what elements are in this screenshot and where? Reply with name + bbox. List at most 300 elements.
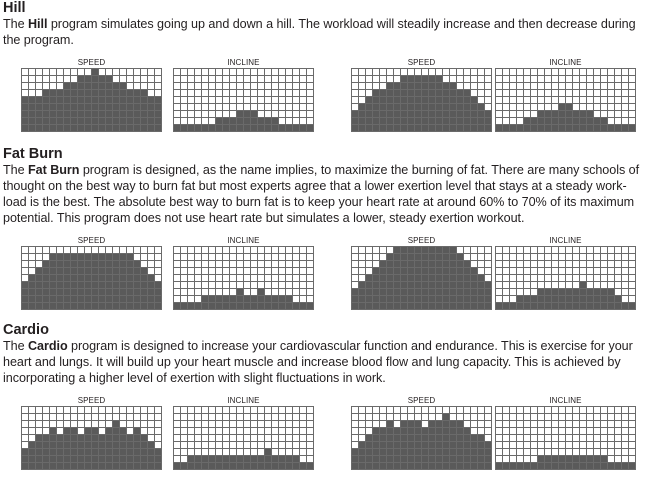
profile-bar-cell xyxy=(401,275,408,282)
grid-cell xyxy=(352,76,359,83)
profile-bar-cell xyxy=(380,463,387,470)
profile-bar-cell xyxy=(181,463,188,470)
profile-bar-cell xyxy=(608,296,615,303)
grid-cell xyxy=(188,442,195,449)
grid-cell xyxy=(394,414,401,421)
profile-bar-cell xyxy=(401,104,408,111)
grid-cell xyxy=(113,247,120,254)
profile-bar-cell xyxy=(538,456,545,463)
profile-bar-cell xyxy=(436,125,443,132)
profile-bar-cell xyxy=(408,449,415,456)
grid-cell xyxy=(92,247,99,254)
profile-bar-cell xyxy=(141,463,148,470)
profile-bar-cell xyxy=(127,449,134,456)
profile-bar-cell xyxy=(464,435,471,442)
profile-bar-cell xyxy=(464,90,471,97)
grid-cell xyxy=(209,428,216,435)
grid-cell xyxy=(601,97,608,104)
grid-cell xyxy=(307,296,314,303)
grid-cell xyxy=(141,407,148,414)
desc-line: incorporating a higher level of exertion with slight fluctuations in work. xyxy=(3,371,386,385)
grid-cell xyxy=(552,268,559,275)
profile-bar-cell xyxy=(559,303,566,310)
grid-cell xyxy=(629,90,636,97)
profile-bar-cell xyxy=(478,104,485,111)
profile-bar-cell xyxy=(496,303,503,310)
grid-cell xyxy=(552,254,559,261)
grid-cell xyxy=(359,97,366,104)
grid-cell xyxy=(174,254,181,261)
grid-cell xyxy=(517,90,524,97)
profile-bar-cell xyxy=(464,125,471,132)
profile-bar-cell xyxy=(307,463,314,470)
profile-bar-cell xyxy=(36,449,43,456)
grid-cell xyxy=(258,104,265,111)
desc-line: the program. xyxy=(3,33,74,47)
grid-cell xyxy=(615,428,622,435)
grid-cell xyxy=(608,247,615,254)
grid-cell xyxy=(106,421,113,428)
grid-cell xyxy=(195,275,202,282)
grid-cell xyxy=(545,407,552,414)
grid-cell xyxy=(496,275,503,282)
profile-bar-cell xyxy=(134,268,141,275)
profile-bar-cell xyxy=(78,435,85,442)
grid-cell xyxy=(209,449,216,456)
grid-cell xyxy=(244,97,251,104)
profile-bar-cell xyxy=(408,125,415,132)
profile-bar-cell xyxy=(373,435,380,442)
grid-cell xyxy=(43,407,50,414)
profile-bar-cell xyxy=(92,254,99,261)
profile-bar-cell xyxy=(394,268,401,275)
grid-cell xyxy=(43,247,50,254)
profile-bar-cell xyxy=(457,463,464,470)
grid-cell xyxy=(622,407,629,414)
profile-bar-cell xyxy=(113,282,120,289)
profile-bar-cell xyxy=(415,289,422,296)
grid-cell xyxy=(559,407,566,414)
profile-bar-cell xyxy=(394,289,401,296)
grid-cell xyxy=(366,83,373,90)
profile-bar-cell xyxy=(99,254,106,261)
grid-cell xyxy=(272,435,279,442)
grid-cell xyxy=(251,261,258,268)
grid-cell xyxy=(174,289,181,296)
profile-bar-cell xyxy=(587,303,594,310)
grid-cell xyxy=(155,421,162,428)
profile-bar-cell xyxy=(29,97,36,104)
grid-cell xyxy=(43,76,50,83)
profile-bar-cell xyxy=(401,268,408,275)
profile-bar-cell xyxy=(71,90,78,97)
grid-cell xyxy=(601,104,608,111)
grid-cell xyxy=(552,104,559,111)
profile-bar-cell xyxy=(552,289,559,296)
profile-bar-cell xyxy=(429,296,436,303)
grid-cell xyxy=(496,261,503,268)
section-title: Hill xyxy=(3,0,26,16)
grid-cell xyxy=(50,421,57,428)
grid-cell xyxy=(29,69,36,76)
grid-cell xyxy=(300,435,307,442)
grid-cell xyxy=(608,449,615,456)
grid-cell xyxy=(531,97,538,104)
profile-bar-cell xyxy=(457,118,464,125)
profile-bar-cell xyxy=(415,90,422,97)
grid-cell xyxy=(188,282,195,289)
profile-bar-cell xyxy=(223,118,230,125)
profile-bar-cell xyxy=(141,125,148,132)
profile-bar-cell xyxy=(155,282,162,289)
profile-bar-cell xyxy=(29,303,36,310)
profile-bar-cell xyxy=(120,268,127,275)
profile-bar-cell xyxy=(615,463,622,470)
grid-cell xyxy=(181,261,188,268)
grid-cell xyxy=(188,296,195,303)
grid-cell xyxy=(300,428,307,435)
grid-cell xyxy=(230,111,237,118)
profile-bar-cell xyxy=(106,90,113,97)
profile-bar-cell xyxy=(85,268,92,275)
grid-cell xyxy=(510,254,517,261)
grid-cell xyxy=(181,282,188,289)
grid-cell xyxy=(503,90,510,97)
grid-cell xyxy=(615,449,622,456)
profile-bar-cell xyxy=(471,118,478,125)
profile-bar-cell xyxy=(148,296,155,303)
profile-bar-cell xyxy=(359,303,366,310)
grid-cell xyxy=(307,414,314,421)
grid-cell xyxy=(181,289,188,296)
grid-cell xyxy=(517,247,524,254)
grid-cell xyxy=(216,289,223,296)
grid-cell xyxy=(29,268,36,275)
profile-bar-cell xyxy=(134,104,141,111)
profile-bar-cell xyxy=(629,463,636,470)
profile-bar-cell xyxy=(134,125,141,132)
profile-bar-cell xyxy=(573,125,580,132)
grid-cell xyxy=(566,282,573,289)
grid-cell xyxy=(155,442,162,449)
grid-cell xyxy=(496,289,503,296)
profile-bar-cell xyxy=(230,456,237,463)
grid-cell xyxy=(559,268,566,275)
grid-cell xyxy=(580,76,587,83)
grid-cell xyxy=(471,428,478,435)
profile-bar-cell xyxy=(106,289,113,296)
grid-cell xyxy=(265,254,272,261)
profile-bar-cell xyxy=(457,104,464,111)
grid-cell xyxy=(127,247,134,254)
grid-cell xyxy=(450,76,457,83)
profile-bar-cell xyxy=(181,303,188,310)
grid-cell xyxy=(113,407,120,414)
grid-cell xyxy=(566,83,573,90)
profile-bar-cell xyxy=(594,463,601,470)
profile-bar-cell xyxy=(415,111,422,118)
profile-bar-cell xyxy=(141,289,148,296)
grid-cell xyxy=(496,118,503,125)
profile-bar-cell xyxy=(134,303,141,310)
profile-bar-cell xyxy=(57,125,64,132)
grid-cell xyxy=(394,421,401,428)
grid-cell xyxy=(359,261,366,268)
grid-cell xyxy=(293,442,300,449)
profile-bar-cell xyxy=(155,449,162,456)
grid-cell xyxy=(573,83,580,90)
profile-bar-cell xyxy=(394,118,401,125)
grid-cell xyxy=(230,76,237,83)
profile-bar-cell xyxy=(78,268,85,275)
grid-cell xyxy=(629,268,636,275)
grid-cell xyxy=(134,254,141,261)
profile-bar-cell xyxy=(587,111,594,118)
profile-bar-cell xyxy=(251,296,258,303)
profile-bar-cell xyxy=(141,296,148,303)
grid-cell xyxy=(587,428,594,435)
grid-cell xyxy=(587,83,594,90)
grid-cell xyxy=(127,414,134,421)
grid-cell xyxy=(538,421,545,428)
profile-bar-cell xyxy=(359,282,366,289)
profile-bar-cell xyxy=(279,125,286,132)
grid-cell xyxy=(531,282,538,289)
grid-cell xyxy=(155,414,162,421)
profile-bar-cell xyxy=(286,463,293,470)
grid-cell xyxy=(517,456,524,463)
profile-bar-cell xyxy=(436,90,443,97)
grid-cell xyxy=(265,289,272,296)
profile-bar-cell xyxy=(188,456,195,463)
grid-cell xyxy=(174,282,181,289)
grid-cell xyxy=(478,83,485,90)
profile-bar-cell xyxy=(148,282,155,289)
profile-bar-cell xyxy=(113,90,120,97)
profile-bar-cell xyxy=(57,435,64,442)
grid-cell xyxy=(188,428,195,435)
grid-cell xyxy=(293,296,300,303)
profile-bar-cell xyxy=(552,463,559,470)
grid-cell xyxy=(265,69,272,76)
profile-bar-cell xyxy=(608,303,615,310)
profile-bar-cell xyxy=(265,303,272,310)
profile-bar-cell xyxy=(429,449,436,456)
profile-bar-cell xyxy=(559,296,566,303)
grid-cell xyxy=(188,111,195,118)
grid-cell xyxy=(258,275,265,282)
grid-cell xyxy=(188,261,195,268)
profile-bar-cell xyxy=(510,125,517,132)
grid-cell xyxy=(580,407,587,414)
grid-cell xyxy=(629,282,636,289)
grid-cell xyxy=(127,407,134,414)
profile-bar-cell xyxy=(36,268,43,275)
profile-bar-cell xyxy=(293,303,300,310)
profile-bar-cell xyxy=(415,268,422,275)
profile-bar-cell xyxy=(155,456,162,463)
grid-cell xyxy=(202,442,209,449)
profile-bar-cell xyxy=(279,296,286,303)
grid-cell xyxy=(615,97,622,104)
profile-bar-cell xyxy=(148,125,155,132)
grid-cell xyxy=(113,69,120,76)
grid-cell xyxy=(22,407,29,414)
profile-bar-cell xyxy=(92,111,99,118)
profile-bar-cell xyxy=(580,111,587,118)
grid-cell xyxy=(622,289,629,296)
profile-bar-cell xyxy=(78,275,85,282)
profile-bar-cell xyxy=(120,442,127,449)
grid-cell xyxy=(195,282,202,289)
grid-cell xyxy=(552,414,559,421)
profile-bar-cell xyxy=(43,97,50,104)
profile-bar-cell xyxy=(524,118,531,125)
grid-cell xyxy=(36,421,43,428)
grid-cell xyxy=(471,261,478,268)
profile-bar-cell xyxy=(120,104,127,111)
profile-bar-cell xyxy=(85,97,92,104)
profile-bar-cell xyxy=(436,296,443,303)
grid-cell xyxy=(601,407,608,414)
profile-bar-cell xyxy=(464,282,471,289)
grid-cell xyxy=(531,83,538,90)
grid-cell xyxy=(408,414,415,421)
profile-grid xyxy=(21,68,162,132)
grid-cell xyxy=(359,69,366,76)
grid-cell xyxy=(450,407,457,414)
profile-bar-cell xyxy=(155,97,162,104)
profile-bar-cell xyxy=(359,442,366,449)
profile-bar-cell xyxy=(36,303,43,310)
chart-hill-incline-1 xyxy=(173,58,314,124)
profile-bar-cell xyxy=(78,125,85,132)
grid-cell xyxy=(300,118,307,125)
profile-bar-cell xyxy=(401,428,408,435)
grid-cell xyxy=(615,104,622,111)
grid-cell xyxy=(601,83,608,90)
grid-cell xyxy=(279,435,286,442)
grid-cell xyxy=(559,442,566,449)
grid-cell xyxy=(524,414,531,421)
profile-bar-cell xyxy=(387,435,394,442)
grid-cell xyxy=(258,69,265,76)
profile-bar-cell xyxy=(92,296,99,303)
grid-cell xyxy=(629,442,636,449)
profile-bar-cell xyxy=(450,254,457,261)
grid-cell xyxy=(464,69,471,76)
profile-bar-cell xyxy=(92,69,99,76)
profile-bar-cell xyxy=(373,97,380,104)
profile-bar-cell xyxy=(106,428,113,435)
grid-cell xyxy=(272,268,279,275)
profile-bar-cell xyxy=(300,303,307,310)
section-title: Cardio xyxy=(3,322,49,338)
profile-bar-cell xyxy=(587,289,594,296)
grid-cell xyxy=(629,104,636,111)
grid-cell xyxy=(244,414,251,421)
profile-bar-cell xyxy=(50,125,57,132)
grid-cell xyxy=(223,247,230,254)
profile-bar-cell xyxy=(443,111,450,118)
grid-cell xyxy=(29,428,36,435)
profile-bar-cell xyxy=(415,435,422,442)
grid-cell xyxy=(464,407,471,414)
grid-cell xyxy=(230,261,237,268)
grid-cell xyxy=(366,69,373,76)
profile-bar-cell xyxy=(538,111,545,118)
profile-bar-cell xyxy=(471,97,478,104)
grid-cell xyxy=(216,111,223,118)
grid-cell xyxy=(478,407,485,414)
profile-bar-cell xyxy=(99,449,106,456)
profile-bar-cell xyxy=(429,442,436,449)
profile-bar-cell xyxy=(43,125,50,132)
profile-bar-cell xyxy=(401,254,408,261)
grid-cell xyxy=(307,97,314,104)
grid-cell xyxy=(580,104,587,111)
grid-cell xyxy=(464,414,471,421)
grid-cell xyxy=(22,247,29,254)
profile-bar-cell xyxy=(99,282,106,289)
grid-cell xyxy=(531,275,538,282)
grid-cell xyxy=(251,442,258,449)
profile-bar-cell xyxy=(545,296,552,303)
grid-cell xyxy=(485,435,492,442)
grid-cell xyxy=(174,456,181,463)
grid-cell xyxy=(387,69,394,76)
profile-bar-cell xyxy=(387,463,394,470)
grid-cell xyxy=(496,449,503,456)
profile-bar-cell xyxy=(429,90,436,97)
grid-cell xyxy=(300,90,307,97)
profile-bar-cell xyxy=(387,125,394,132)
profile-bar-cell xyxy=(415,428,422,435)
grid-cell xyxy=(457,414,464,421)
grid-cell xyxy=(286,449,293,456)
grid-cell xyxy=(352,428,359,435)
grid-cell xyxy=(22,261,29,268)
profile-bar-cell xyxy=(78,456,85,463)
profile-bar-cell xyxy=(155,296,162,303)
grid-cell xyxy=(552,83,559,90)
profile-bar-cell xyxy=(29,463,36,470)
grid-cell xyxy=(552,69,559,76)
profile-bar-cell xyxy=(408,254,415,261)
profile-bar-cell xyxy=(57,90,64,97)
profile-bar-cell xyxy=(443,83,450,90)
profile-bar-cell xyxy=(71,275,78,282)
grid-cell xyxy=(181,268,188,275)
grid-cell xyxy=(366,261,373,268)
grid-cell xyxy=(50,76,57,83)
grid-cell xyxy=(545,90,552,97)
profile-bar-cell xyxy=(148,303,155,310)
grid-cell xyxy=(531,90,538,97)
profile-bar-cell xyxy=(587,125,594,132)
profile-bar-cell xyxy=(429,428,436,435)
grid-cell xyxy=(300,261,307,268)
grid-cell xyxy=(251,76,258,83)
profile-bar-cell xyxy=(141,435,148,442)
grid-cell xyxy=(629,421,636,428)
profile-bar-cell xyxy=(485,442,492,449)
grid-cell xyxy=(265,97,272,104)
grid-cell xyxy=(71,407,78,414)
grid-cell xyxy=(265,435,272,442)
profile-bar-cell xyxy=(436,303,443,310)
grid-cell xyxy=(279,76,286,83)
